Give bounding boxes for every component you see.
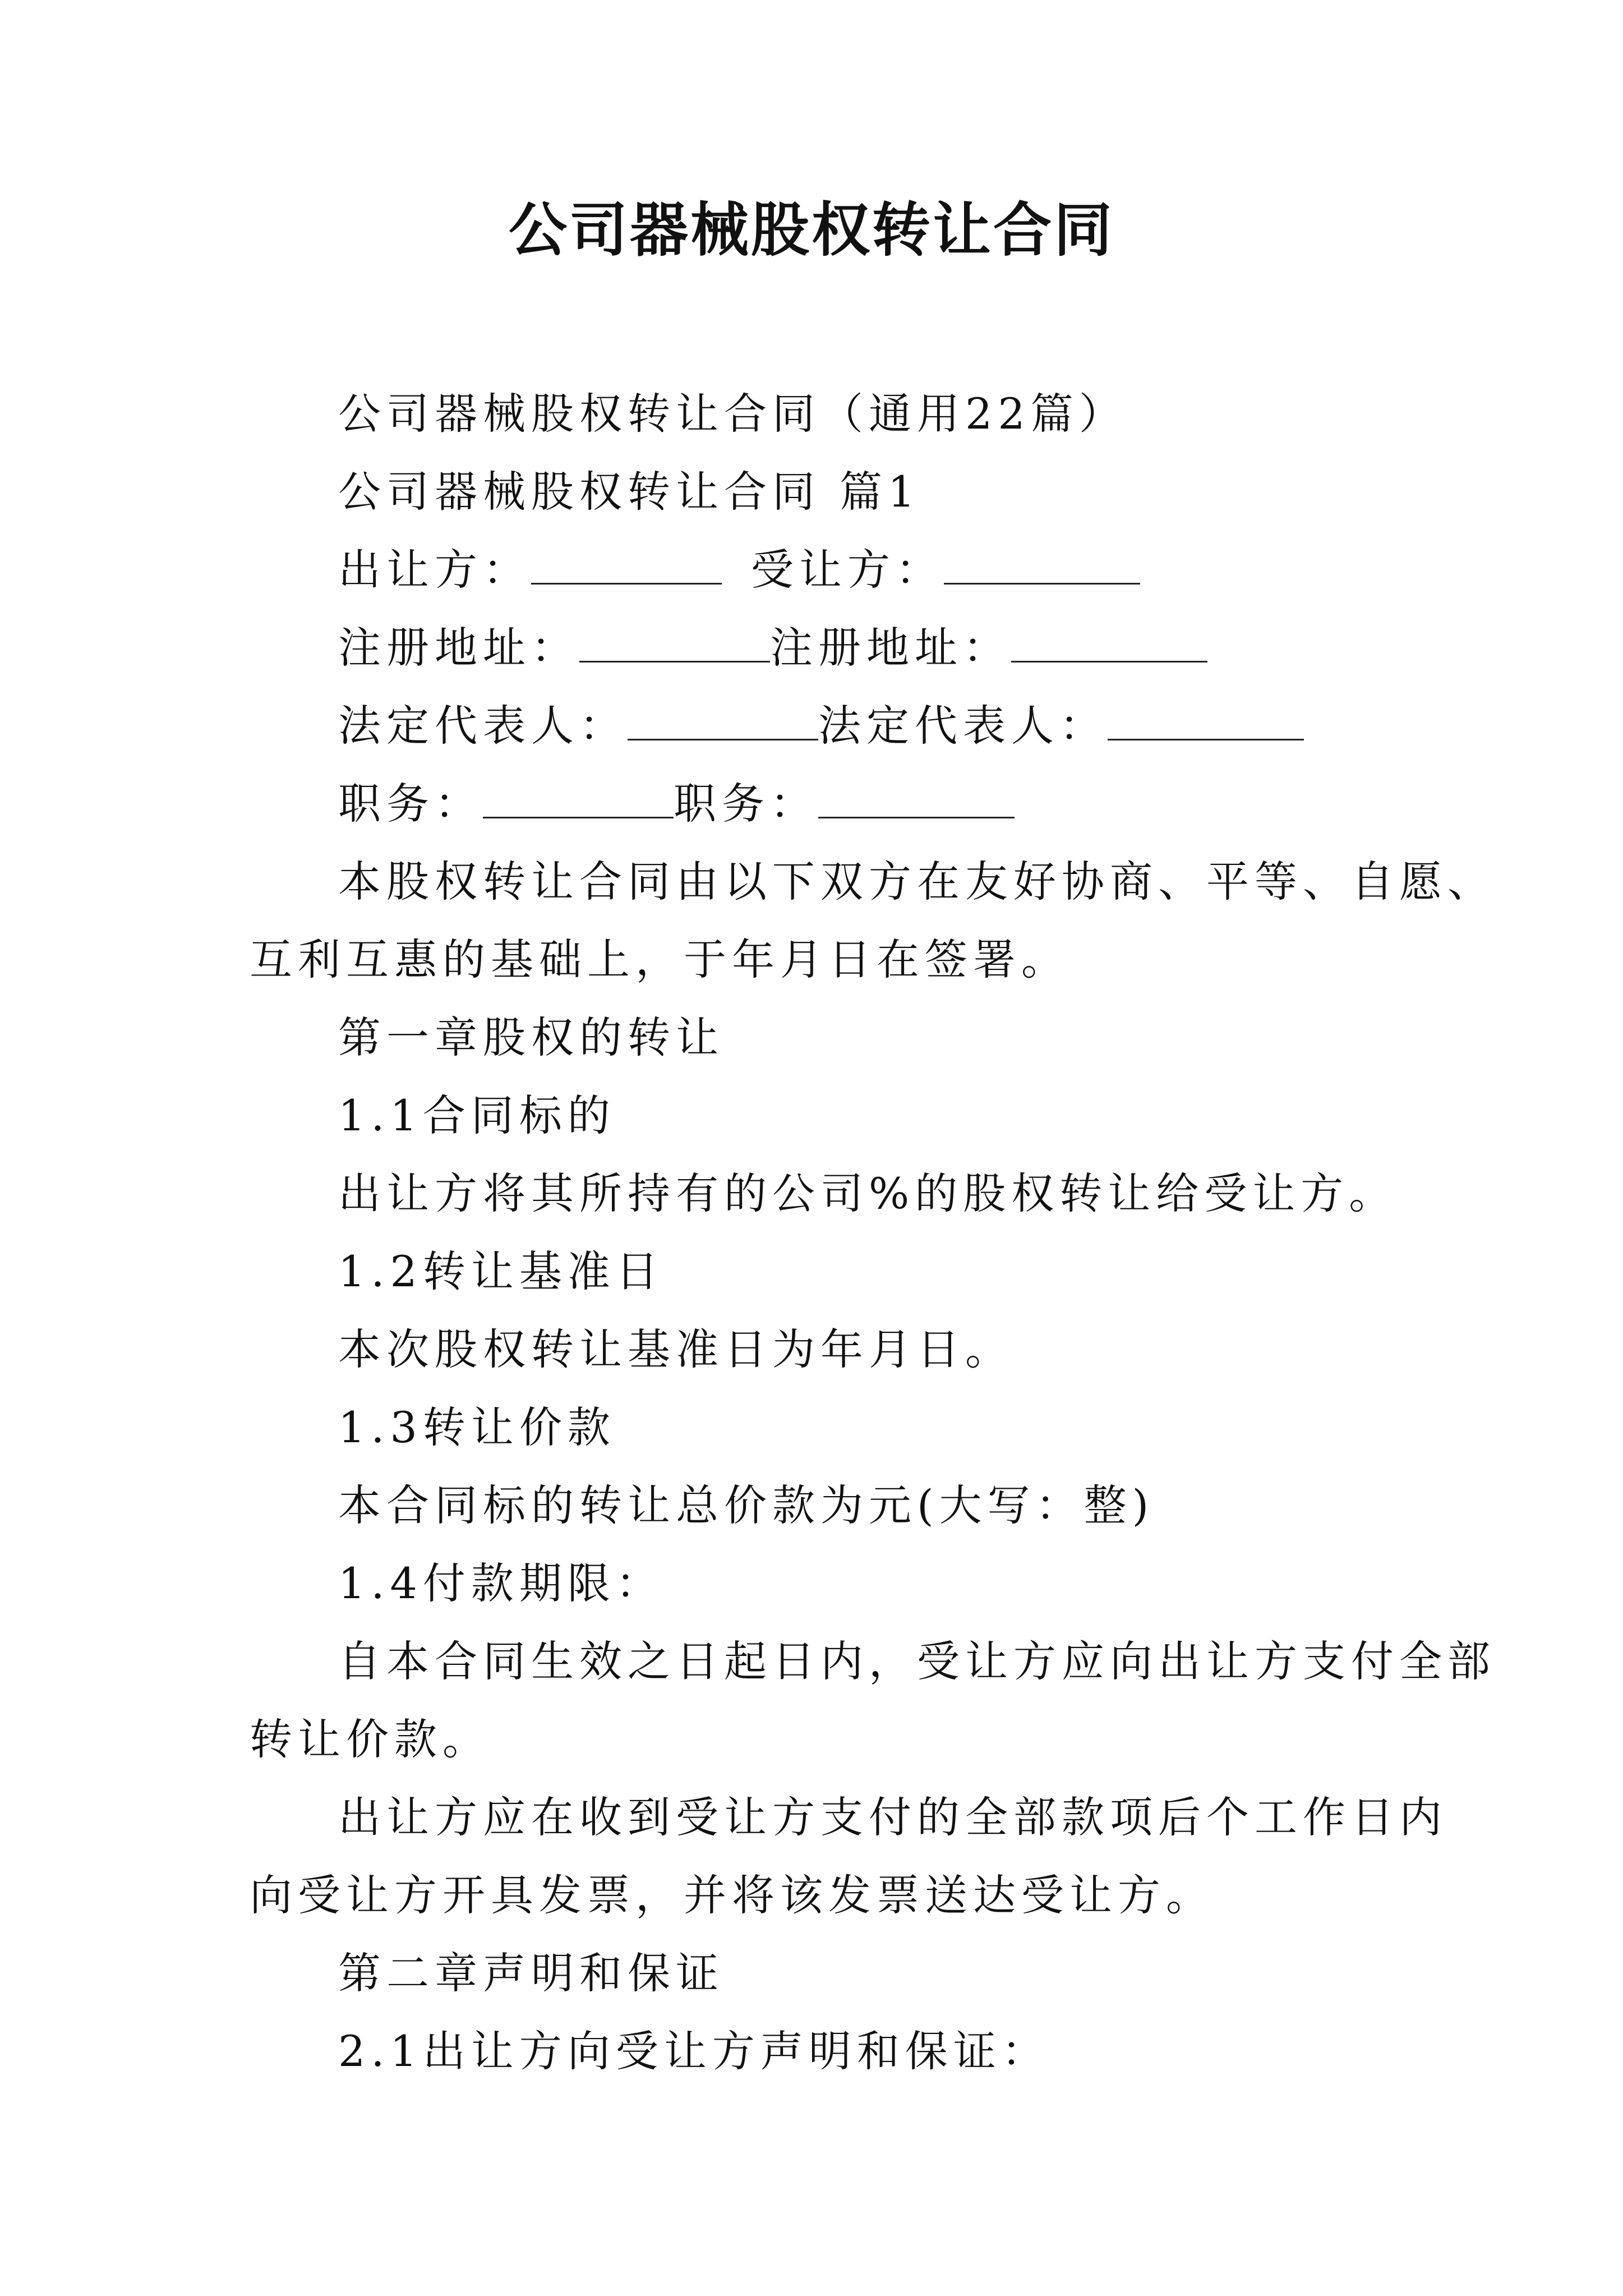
registered-address-label-1: 注册地址： xyxy=(338,623,579,673)
registered-address-label-2: 注册地址： xyxy=(770,623,1011,673)
paragraph-line: 本次股权转让基准日为年月日。 xyxy=(338,1324,1013,1374)
section-heading: 1.3转让价款 xyxy=(338,1402,616,1452)
position-label-2: 职务： xyxy=(674,779,818,829)
section-heading: 2.1出让方向受让方声明和保证： xyxy=(338,2026,1050,2076)
position-blank-1 xyxy=(483,777,674,818)
position-label-1: 职务： xyxy=(338,779,483,829)
registered-address-blank-1 xyxy=(579,622,770,662)
transferor-label: 出让方： xyxy=(338,545,531,595)
legal-representative-blank-2 xyxy=(1108,700,1304,740)
paragraph-line: 向受让方开具发票，并将该发票送达受让方。 xyxy=(250,1870,1214,1920)
party-line xyxy=(250,531,1394,609)
section-heading: 1.4付款期限： xyxy=(338,1558,664,1608)
chapter-heading: 第二章声明和保证 xyxy=(338,1948,724,1998)
legal-representative-line xyxy=(250,687,1394,765)
paragraph-line: 互利互惠的基础上，于年月日在签署。 xyxy=(250,935,1069,984)
position-line xyxy=(250,765,1394,843)
paragraph-line: 本股权转让合同由以下双方在友好协商、平等、自愿、 xyxy=(338,857,1496,907)
transferor-blank xyxy=(531,544,722,585)
section-heading: 1.2转让基准日 xyxy=(338,1246,664,1296)
article-heading: 公司器械股权转让合同 篇1 xyxy=(338,467,921,517)
registered-address-line xyxy=(250,609,1394,687)
section-heading: 1.1合同标的 xyxy=(338,1091,616,1140)
document-body xyxy=(250,375,1496,2090)
paragraph-line: 转让价款。 xyxy=(250,1714,491,1764)
paragraph-line: 自本合同生效之日起日内，受让方应向出让方支付全部 xyxy=(338,1636,1496,1686)
legal-representative-label-2: 法定代表人： xyxy=(818,701,1108,751)
transferee-label: 受让方： xyxy=(751,545,944,595)
transferee-blank xyxy=(944,544,1140,585)
paragraph-line: 出让方将其所持有的公司%的股权转让给受让方。 xyxy=(338,1168,1398,1218)
paragraph-line: 出让方应在收到受让方支付的全部款项后个工作日内 xyxy=(338,1792,1447,1842)
document-title: 公司器械股权转让合同 xyxy=(508,196,1114,264)
position-blank-2 xyxy=(818,777,1015,818)
legal-representative-label-1: 法定代表人： xyxy=(338,701,628,751)
subtitle-line: 公司器械股权转让合同（通用22篇） xyxy=(338,389,1127,439)
registered-address-blank-2 xyxy=(1011,622,1207,662)
legal-representative-blank-1 xyxy=(628,700,818,740)
paragraph-line: 本合同标的转让总价款为元(大写：整) xyxy=(338,1480,1155,1530)
chapter-heading: 第一章股权的转让 xyxy=(338,1013,724,1062)
